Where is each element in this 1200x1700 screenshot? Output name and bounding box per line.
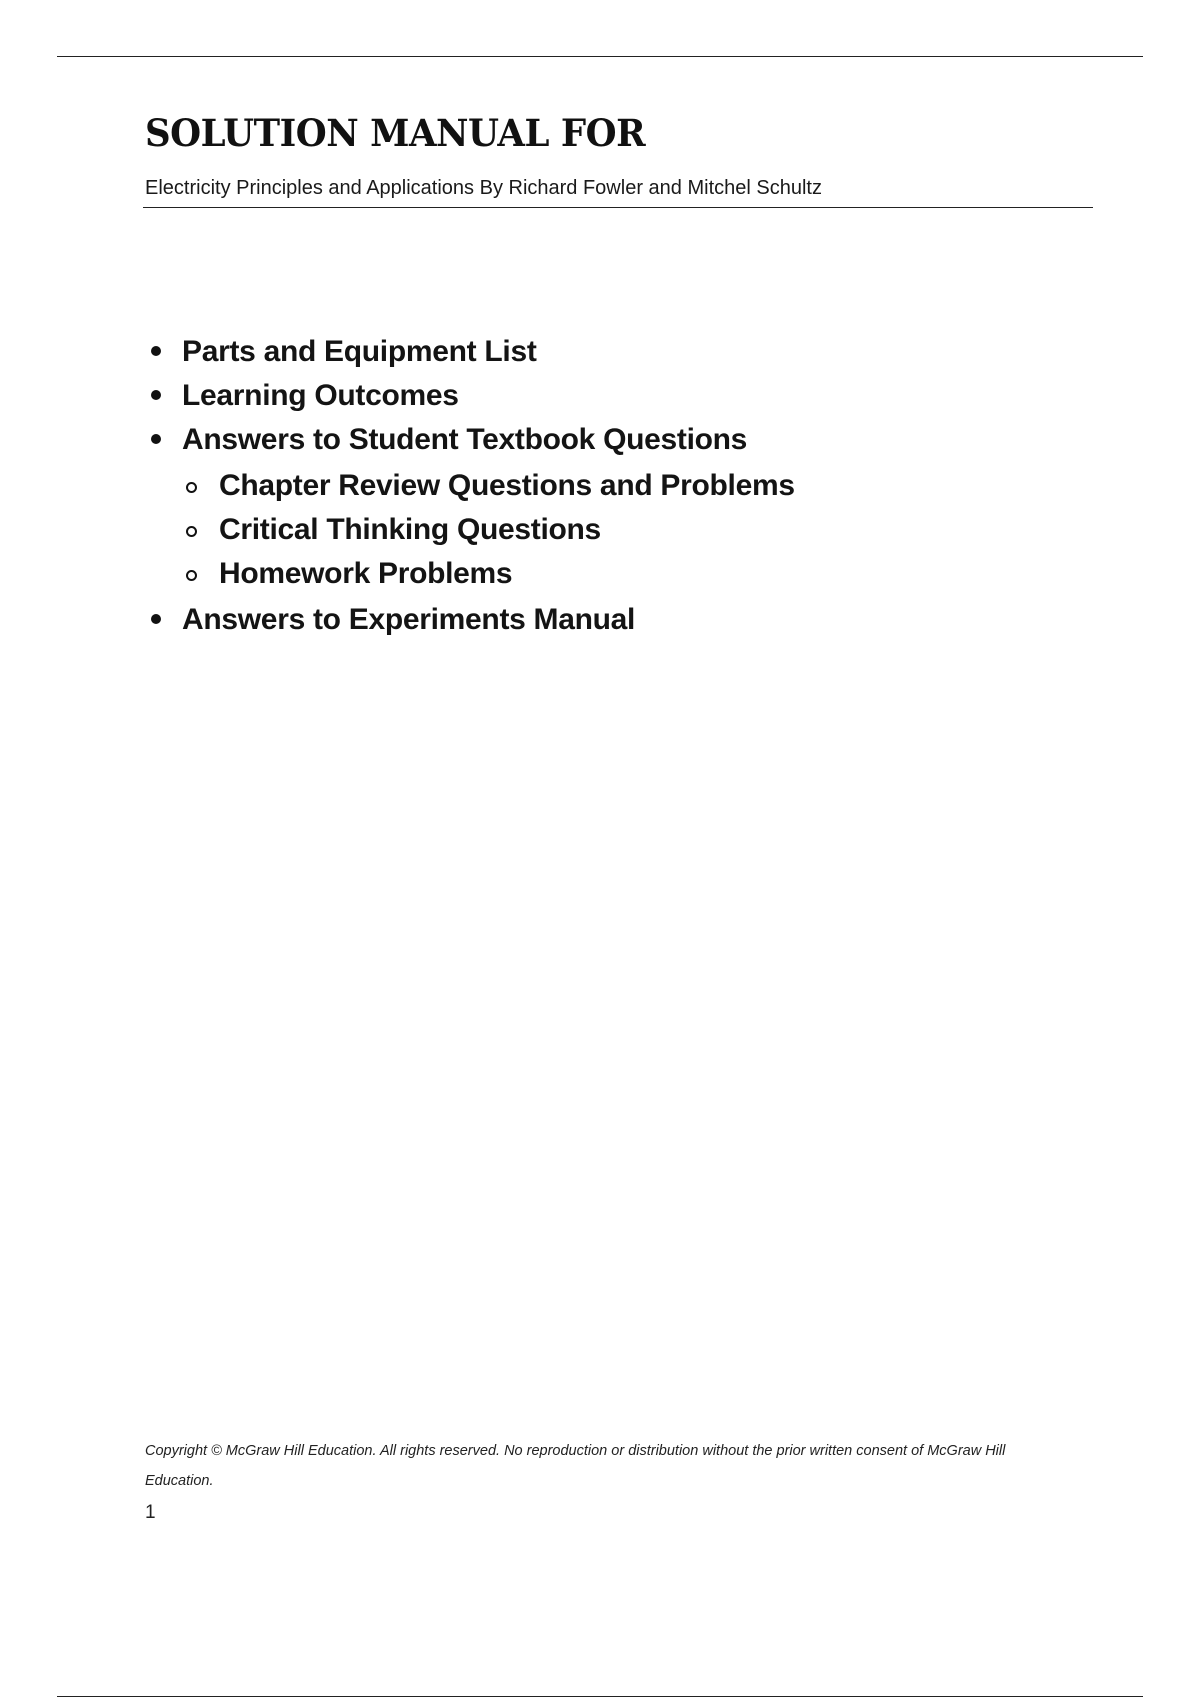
document-title: SOLUTION MANUAL FOR — [145, 111, 646, 155]
list-item-label: Answers to Experiments Manual — [182, 603, 636, 636]
filled-bullet-icon — [151, 346, 161, 356]
list-item — [145, 378, 795, 414]
subtitle-divider — [143, 207, 1093, 208]
list-item-label: Answers to Student Textbook Questions — [182, 423, 748, 456]
sub-list-item — [182, 556, 795, 592]
list-item-label: Learning Outcomes — [182, 379, 459, 412]
hollow-bullet-icon — [186, 482, 197, 493]
contents-list — [145, 334, 795, 646]
list-item — [145, 602, 795, 638]
list-item — [145, 422, 795, 458]
page-bottom-rule — [57, 1696, 1143, 1697]
sub-list-item-label: Critical Thinking Questions — [219, 513, 601, 546]
filled-bullet-icon — [151, 614, 161, 624]
sub-list-item-label: Homework Problems — [219, 557, 513, 590]
filled-bullet-icon — [151, 390, 161, 400]
page-number: 1 — [145, 1502, 156, 1523]
page-top-rule — [57, 56, 1143, 57]
hollow-bullet-icon — [186, 570, 197, 581]
list-item — [145, 334, 795, 370]
copyright-notice: Copyright © McGraw Hill Education. All rights reserved. No reproduction or distribution without the prior written consent of McGraw Hill Education. — [145, 1443, 1006, 1489]
hollow-bullet-icon — [186, 526, 197, 537]
sub-list-item — [182, 468, 795, 504]
document-subtitle: Electricity Principles and Applications By Richard Fowler and Mitchel Schultz — [145, 177, 822, 199]
sub-list-item-label: Chapter Review Questions and Problems — [219, 469, 795, 502]
sub-list-item — [182, 512, 795, 548]
filled-bullet-icon — [151, 434, 161, 444]
list-item-label: Parts and Equipment List — [182, 335, 537, 368]
